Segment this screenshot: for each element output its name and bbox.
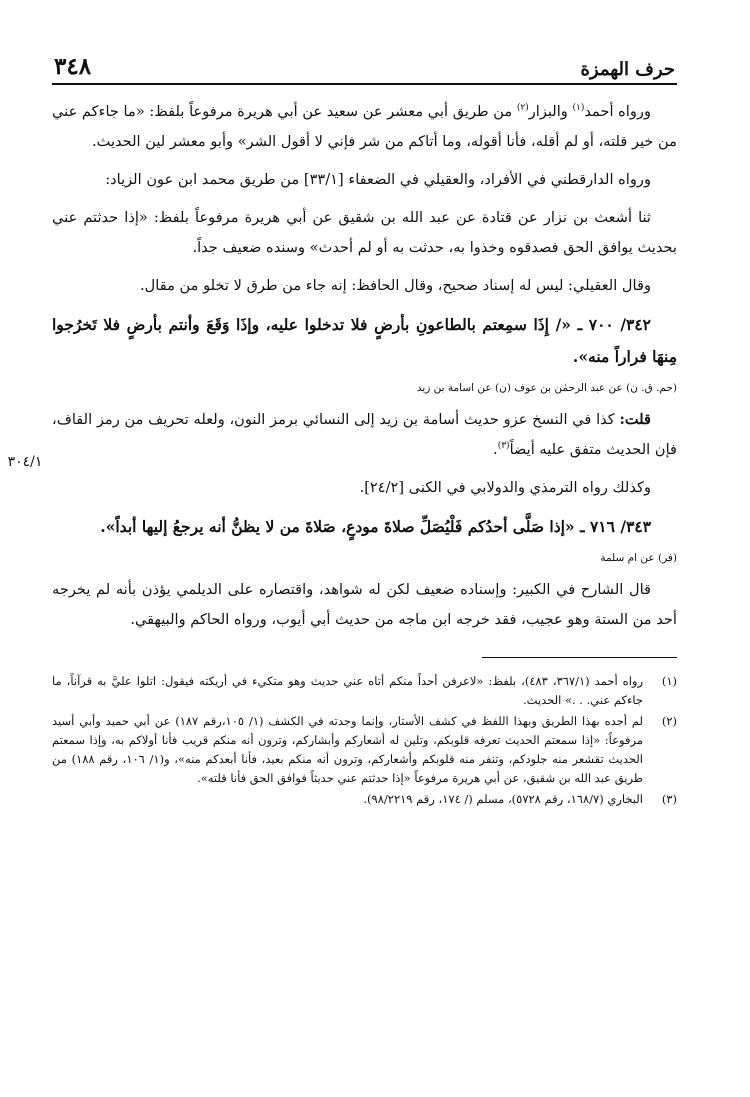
paragraph: ورواه الدارقطني في الأفراد، والعقيلي في الضعفاء [٣٣/١] من طريق محمد ابن عون الزياد: <box>105 171 651 188</box>
page-body <box>52 97 677 635</box>
hadith-entry: ٣٤٢/ ٧٠٠ ـ «/ إِذَا سمِعتم بالطاعونِ بأرضٍ فلا تدخلوا عليه، وإذَا وَقَعَ وأنتم بأرضٍ فلا تَخرُجوا مِنهَا فراراً منه». <box>52 315 677 366</box>
margin-reference: ٣٠٤/١ <box>7 454 43 470</box>
book-page <box>52 40 677 811</box>
paragraph-text: كذا في النسخ عزو حديث أسامة بن زيد إلى النسائي برمز النون، ولعله تحريف من رمز القاف، فإن الحديث متفق عليه أيضاً <box>52 411 677 458</box>
paragraph-text: من طريق أبي معشر عن سعيد عن أبي هريرة مرفوعاً بلفظ: «ما جاءكم عني من خير قلته، أو لم أقله، فأنا أقوله، وما أتاكم من شر فإني لا أقول الشر» وأبو معشر لين الحديث. <box>52 103 677 150</box>
footnote <box>52 672 677 710</box>
footnote-marker: (١) <box>572 103 585 114</box>
paragraph <box>52 97 677 157</box>
footnote-number: (٣) <box>661 792 677 806</box>
paragraph-text: . <box>493 441 498 458</box>
footnote <box>52 790 677 809</box>
hadith-source: (حم. ق. ن) عن عبد الرحمٰن بن عوف (ن) عن اسامة بن زيد <box>416 382 677 394</box>
chapter-title: حرف الهمزة <box>580 59 675 80</box>
paragraph: قال الشارح في الكبير: وإسناده ضعيف لكن له شواهد، واقتصاره على الديلمي يؤذن بأنه لم يخرجه أحد من الستة وهو عجيب، فقد خرجه ابن ماجه من حديث أبي أيوب، ورواه الحاكم والبيهقي. <box>52 581 677 628</box>
paragraph-text: والبزار <box>528 103 573 120</box>
hadith-entry: ٣٤٣/ ٧١٦ ـ «إذا صَلَّى أحدُكم فَلْيُصَلِّ صلاةَ مودعٍ، صَلاةَ من لا يظنُّ أنه يرجعُ إليها أبداً». <box>100 517 651 536</box>
footnote-marker: (٢) <box>516 103 529 114</box>
hadith-source: (فر) عن ام سلمة <box>600 552 677 564</box>
footnote-divider <box>482 657 677 658</box>
footnote <box>52 712 677 788</box>
footnotes <box>52 672 677 809</box>
page-number: ٣٤٨ <box>54 53 92 80</box>
paragraph <box>52 405 677 465</box>
footnote-number: (١) <box>661 674 677 688</box>
footnote-marker: (٣) <box>497 441 510 452</box>
paragraph-text: ورواه أحمد <box>584 103 652 120</box>
page-header <box>52 40 677 85</box>
footnote-number: (٢) <box>661 714 677 728</box>
paragraph: وكذلك رواه الترمذي والدولابي في الكنى [٢٤/٢]. <box>359 479 651 496</box>
footnote-text: لم أجده بهذا الطريق وبهذا اللفظ في كشف الأستار، وإنما وجدته في الكشف (١/ ١٠٥،رقم ١٨٧) عن أبي حميد وأبي أسيد مرفوعاً: «إذا سمعتم الحديث تعرفه قلوبكم، وتلين له أشعاركم وأبشاركم، وترون أنه منكم قريب فأنا أولاكم به، وإذا سمعتم الحديث تقشعر منه جلودكم، وتنفر منه قلوبكم وأشعاركم، وترون أنه منكم بعيد، فأنا أبعدكم منه»، و(١/ ١٠٦، رقم ١٨٨) من طريق عبد الله بن شقيق، عن أبي هريرة مرفوعاً «إذا حدثتم عني حديثاً فوافق الحق فأنا قلته». <box>52 714 644 785</box>
footnote-text: رواه أحمد (٣٦٧/١، ٤٨٣)، بلفظ: «لاعرفن أحداً منكم أتاه عني حديث وهو متكيء في أريكته فيقول: اتلوا عليَّ به قرآناً، ما جاءكم عني. . .» الحديث. <box>52 674 643 707</box>
note-lead: قلت: <box>619 411 651 428</box>
paragraph: وقال العقيلي: ليس له إسناد صحيح، وقال الحافظ: إنه جاء من طرق لا تخلو من مقال. <box>140 277 651 294</box>
footnote-text: البخاري (١٦٨/٧، رقم ٥٧٢٨)، مسلم (/ ١٧٤، رقم ٩٨/٢٢١٩). <box>363 792 643 806</box>
paragraph: ثنا أشعث بن نزار عن قتادة عن عبد الله بن شقيق عن أبي هريرة مرفوعاً بلفظ: «إذا حدثتم عني بحديث يوافق الحق فصدقوه وخذوا به، حدثت به أو لم أحدث» وسنده ضعيف جداً. <box>52 209 677 256</box>
